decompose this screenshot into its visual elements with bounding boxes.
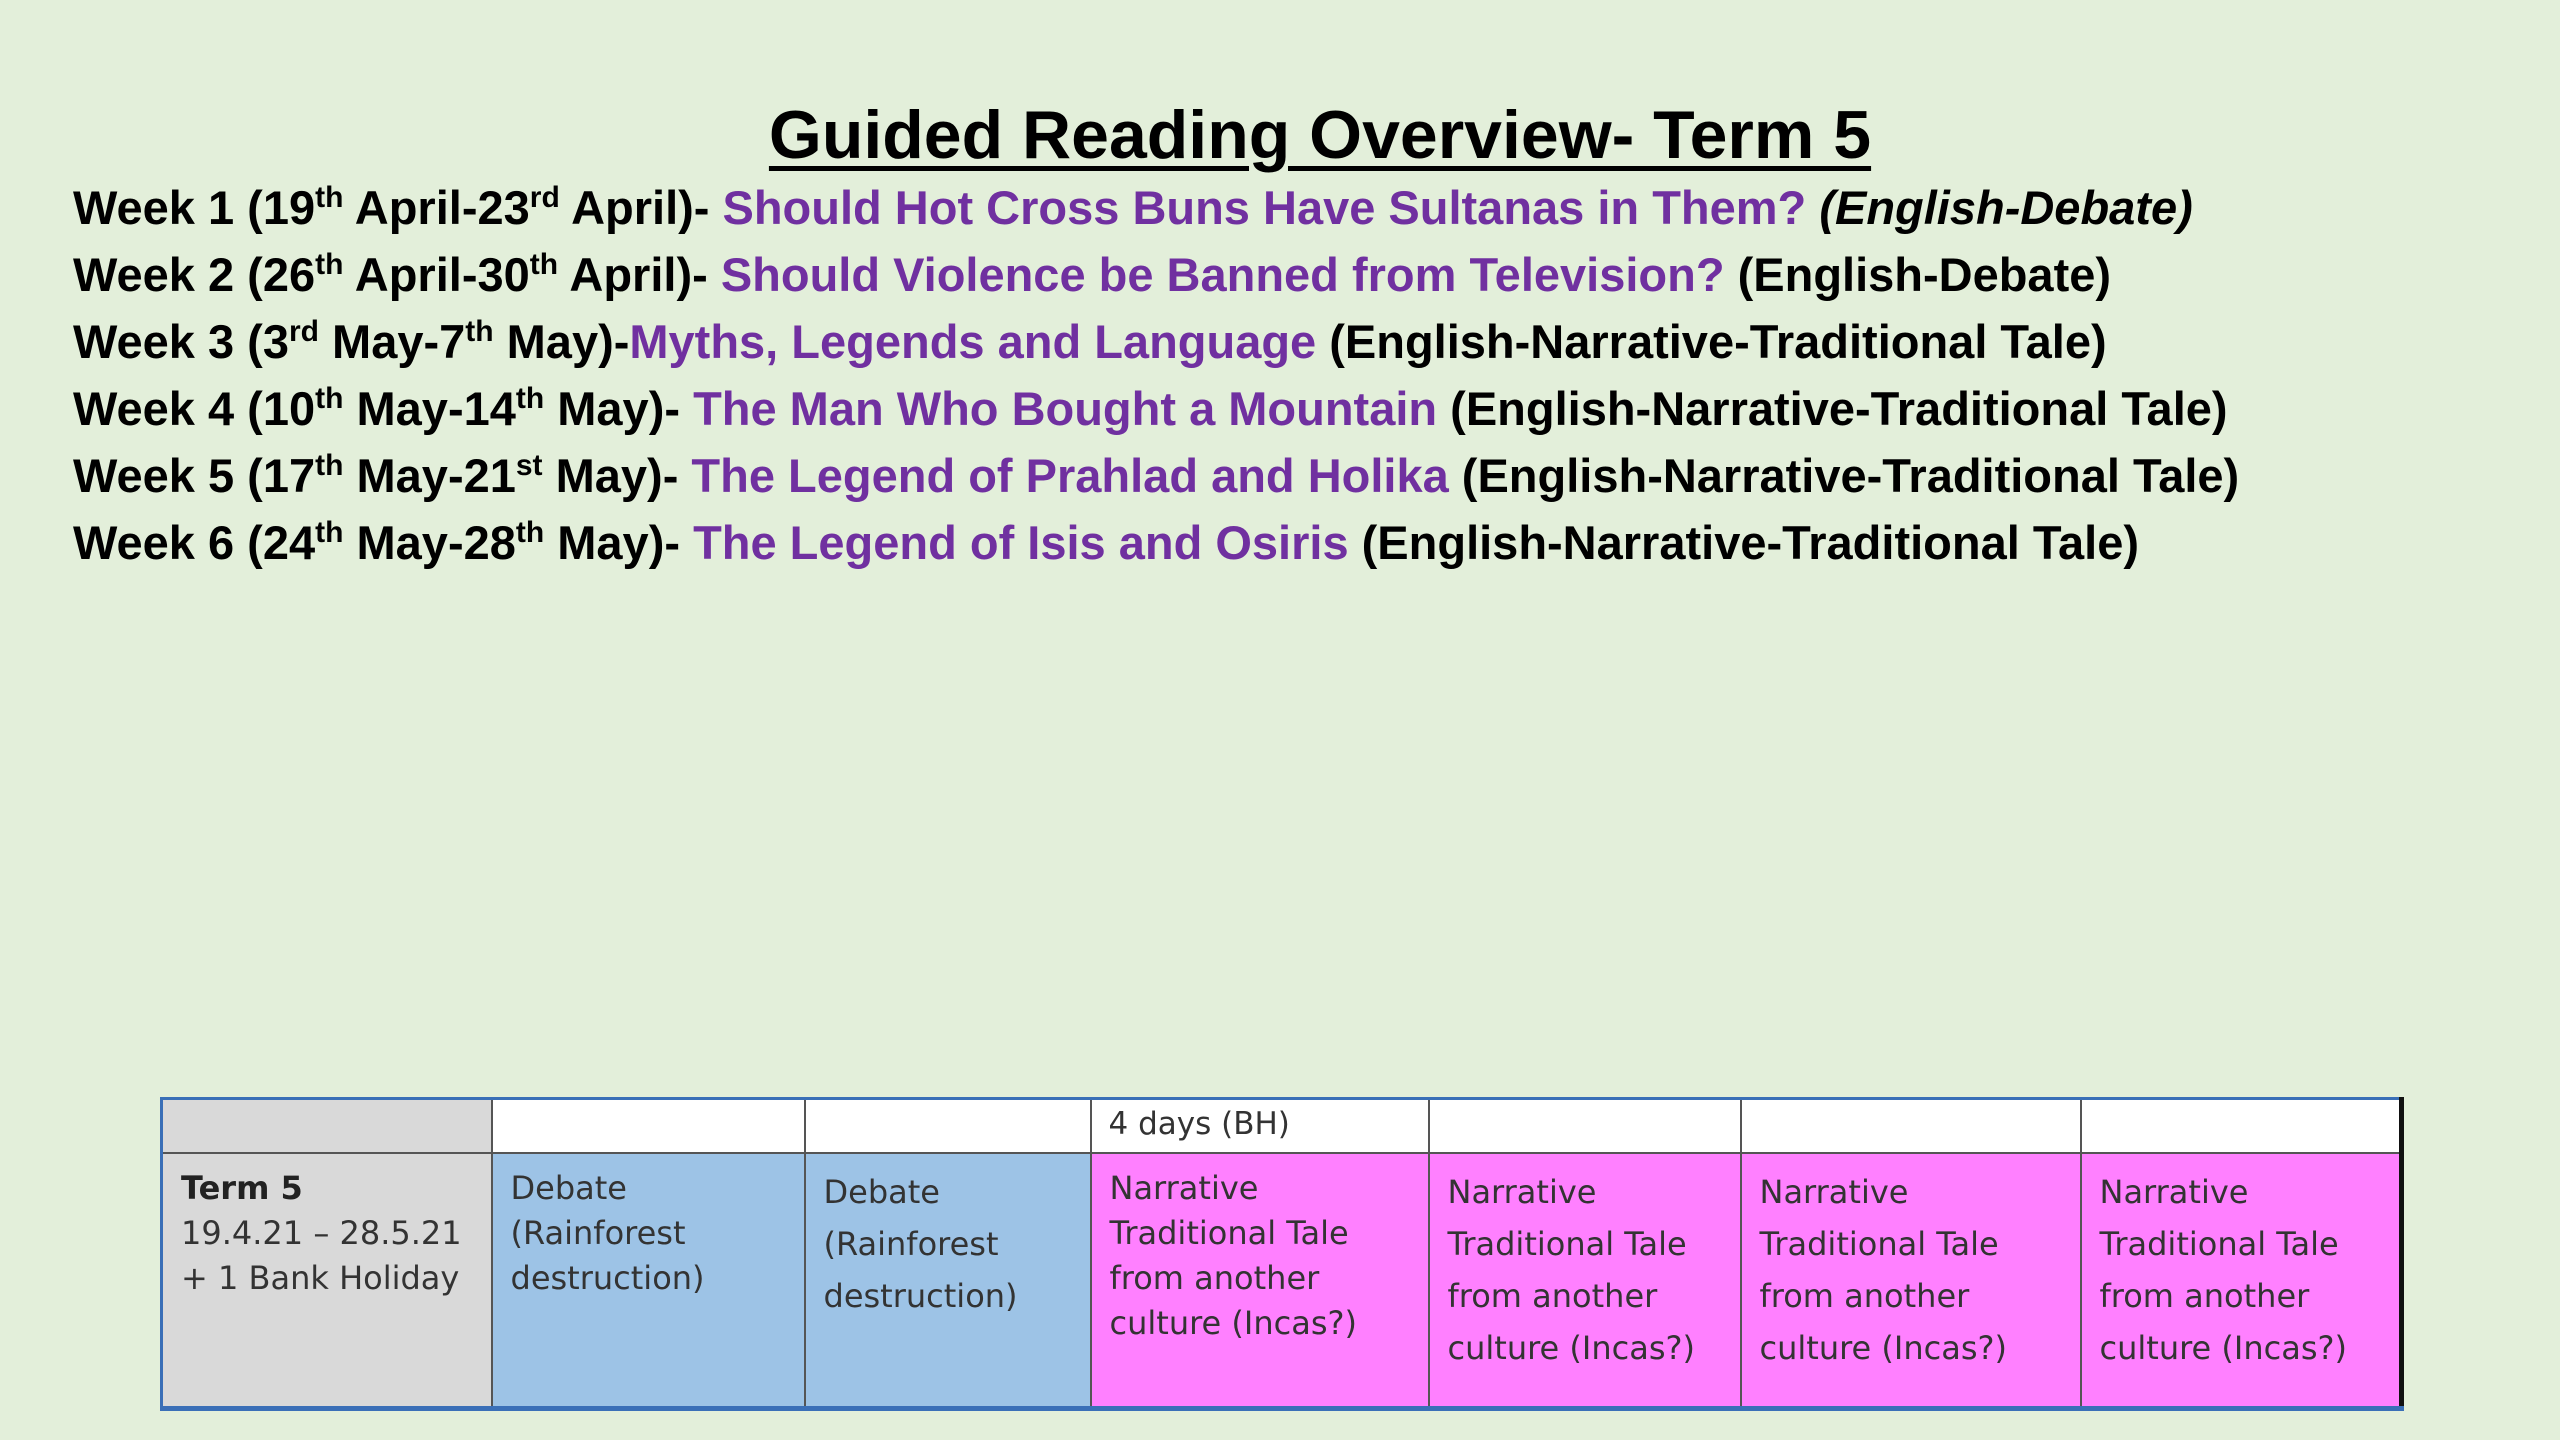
cell-line: Narrative — [2099, 1172, 2249, 1211]
week-dates-end: May)- — [493, 315, 630, 368]
ordinal-suffix: th — [315, 382, 344, 415]
cell-line: Narrative — [1447, 1172, 1597, 1211]
week-dates-end: April)- — [558, 248, 721, 301]
term-cell — [162, 1153, 492, 1409]
cell-line: culture (Incas?) — [1447, 1328, 1695, 1367]
week-dates: May-7 — [318, 315, 466, 368]
week-dates: May-14 — [343, 382, 516, 435]
header-cell — [1741, 1099, 2081, 1153]
ordinal-suffix: th — [315, 449, 344, 482]
ordinal-suffix: st — [515, 449, 543, 482]
week-topic: The Legend of Isis and Osiris — [693, 516, 1349, 569]
week-label: Week 1 (19 — [73, 181, 316, 234]
week-genre: (English-Debate) — [1724, 248, 2112, 301]
cell-line: Traditional Tale — [1109, 1213, 1349, 1252]
week-dates: April-30 — [343, 248, 530, 301]
ordinal-suffix: th — [315, 516, 344, 549]
header-cell — [805, 1099, 1091, 1153]
cell-line: destruction) — [510, 1258, 705, 1297]
header-cell — [2081, 1099, 2402, 1153]
week-dates-end: May)- — [542, 449, 692, 502]
week-topic: Should Violence be Banned from Television? — [720, 248, 1725, 301]
term-plan-table — [160, 1097, 2404, 1411]
ordinal-suffix: th — [515, 382, 545, 415]
narrative-cell — [2081, 1153, 2402, 1409]
week-dates-end: May)- — [544, 382, 694, 435]
week-topic: Should Hot Cross Buns Have Sultanas in Them? — [722, 181, 1807, 234]
page-title: Guided Reading Overview- Term 5 — [768, 97, 1872, 173]
ordinal-suffix: th — [529, 248, 559, 281]
cell-line: Traditional Tale — [1447, 1224, 1687, 1263]
term-title: Term 5 — [181, 1168, 303, 1207]
debate-cell — [492, 1153, 805, 1409]
ordinal-suffix: th — [315, 248, 344, 281]
narrative-cell — [1429, 1153, 1741, 1409]
cell-line: culture (Incas?) — [1759, 1328, 2007, 1367]
header-cell — [1429, 1099, 1741, 1153]
cell-line: Traditional Tale — [2099, 1224, 2339, 1263]
week-dates: May-21 — [343, 449, 516, 502]
week-label: Week 5 (17 — [73, 449, 316, 502]
cell-line: destruction) — [823, 1276, 1018, 1315]
cell-line: from another — [1447, 1276, 1658, 1315]
week-genre: (English-Narrative-Traditional Tale) — [1348, 516, 2140, 569]
week-genre: (English-Narrative-Traditional Tale) — [1316, 315, 2107, 368]
week-genre: (English-Debate) — [1806, 181, 2193, 234]
week-5-line — [73, 446, 2239, 513]
week-4-line — [73, 379, 2239, 446]
week-label: Week 2 (26 — [73, 248, 316, 301]
week-label: Week 4 (10 — [73, 382, 316, 435]
header-cell-bank-holiday: 4 days (BH) — [1091, 1099, 1429, 1153]
ordinal-suffix: rd — [288, 315, 319, 348]
ordinal-suffix: th — [315, 181, 344, 214]
narrative-cell — [1741, 1153, 2081, 1409]
week-dates: May-28 — [343, 516, 516, 569]
week-genre: (English-Narrative-Traditional Tale) — [1437, 382, 2228, 435]
week-3-line — [73, 312, 2239, 379]
week-dates-end: May)- — [544, 516, 694, 569]
week-topic: Myths, Legends and Language — [629, 315, 1317, 368]
ordinal-suffix: rd — [529, 181, 560, 214]
debate-cell — [805, 1153, 1091, 1409]
week-list — [73, 178, 2239, 580]
ordinal-suffix: th — [465, 315, 494, 348]
header-cell — [492, 1099, 805, 1153]
week-2-line — [73, 245, 2239, 312]
cell-line: Narrative — [1759, 1172, 1909, 1211]
week-1-line — [73, 178, 2239, 245]
cell-line: from another — [1759, 1276, 1970, 1315]
term-note: + 1 Bank Holiday — [181, 1258, 460, 1297]
narrative-cell — [1091, 1153, 1429, 1409]
cell-line: from another — [2099, 1276, 2310, 1315]
table-row — [162, 1153, 2402, 1409]
cell-line: culture (Incas?) — [2099, 1328, 2347, 1367]
week-genre: (English-Narrative-Traditional Tale) — [1448, 449, 2240, 502]
ordinal-suffix: th — [515, 516, 545, 549]
cell-line: Debate — [510, 1168, 627, 1207]
cell-line: Traditional Tale — [1759, 1224, 1999, 1263]
week-label: Week 3 (3 — [73, 315, 289, 368]
week-6-line — [73, 513, 2239, 580]
header-cell — [162, 1099, 492, 1153]
table-header-row — [162, 1099, 2402, 1153]
cell-line: Debate — [823, 1172, 940, 1211]
week-topic: The Legend of Prahlad and Holika — [691, 449, 1449, 502]
cell-line: from another — [1109, 1258, 1320, 1297]
cell-line: Narrative — [1109, 1168, 1259, 1207]
week-label: Week 6 (24 — [73, 516, 316, 569]
week-dates-end: April)- — [559, 181, 723, 234]
cell-line: (Rainforest — [823, 1224, 999, 1263]
week-dates: April-23 — [343, 181, 530, 234]
cell-line: (Rainforest — [510, 1213, 686, 1252]
term-dates: 19.4.21 – 28.5.21 — [181, 1213, 462, 1252]
cell-line: culture (Incas?) — [1109, 1303, 1357, 1342]
week-topic: The Man Who Bought a Mountain — [693, 382, 1438, 435]
